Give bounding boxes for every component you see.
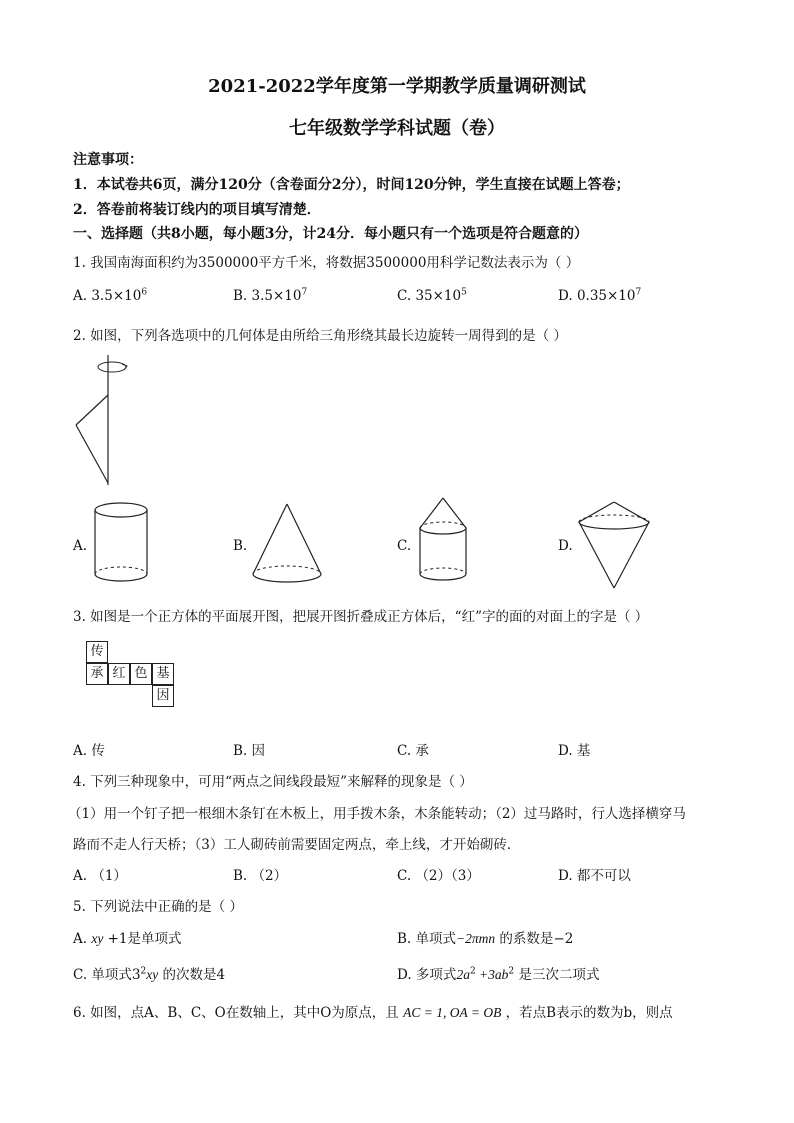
net-cell-se: 色 xyxy=(130,663,152,685)
net-cell-hong: 红 xyxy=(108,663,130,685)
notes-heading: 注意事项： xyxy=(73,152,143,168)
q3-option-b: B. 因 xyxy=(233,743,266,759)
q3-option-d: D. 基 xyxy=(558,743,591,759)
q5-option-d: D. 多项式$2a^2 +3ab^2$ 是三次二项式 xyxy=(397,966,600,983)
q4-option-d: D. 都不可以 xyxy=(558,868,631,884)
net-cell-yin: 因 xyxy=(152,685,174,707)
q1-option-a: A. $3.5\times 10^6$ xyxy=(73,287,148,304)
q1-stem: 1. 我国南海面积约为3500000平方千米，将数据3500000用科学记数法表示为（ ） xyxy=(73,255,580,271)
q5-option-b: B. 单项式−2πmn 的系数是−2 xyxy=(397,931,574,947)
net-cell-ji: 基 xyxy=(152,663,174,685)
section-heading: 一、选择题（共8小题，每小题3分，计24分．每小题只有一个选项是符合题意的） xyxy=(73,226,588,242)
q1-option-d: D. $0.35\times 10^7$ xyxy=(558,287,642,304)
q1-option-b: B. $3.5\times 10^7$ xyxy=(233,287,308,304)
q4-option-b: B. （2） xyxy=(233,868,288,884)
q5-stem: 5. 下列说法中正确的是（ ） xyxy=(73,899,243,915)
cylinder-shape xyxy=(92,500,152,585)
q2-option-b: B. xyxy=(233,538,248,554)
q3-option-c: C. 承 xyxy=(397,743,429,759)
q4-line-1: （1）用一个钉子把一根细木条钉在木板上，用手拨木条，木条能转动；（2）过马路时，行人选择横穿马 xyxy=(68,806,686,822)
note-1: 1．本试卷共6页，满分120分（含卷面分2分），时间120分钟，学生直接在试题上答卷； xyxy=(73,177,630,193)
q5-option-a: A. xy +1是单项式 xyxy=(73,931,182,947)
note-2: 2．答卷前将装订线内的项目填写清楚． xyxy=(73,202,321,218)
net-cell-cheng: 承 xyxy=(86,663,108,685)
net-cell-chuan: 传 xyxy=(86,641,108,663)
q4-stem: 4. 下列三种现象中，可用“两点之间线段最短”来解释的现象是（ ） xyxy=(73,774,473,790)
triangle-rotation-figure xyxy=(70,355,140,490)
double-cone-shape xyxy=(576,500,656,590)
q2-option-c: C. xyxy=(397,538,412,554)
exam-subtitle: 七年级数学学科试题（卷） xyxy=(289,118,505,139)
cone-on-cylinder-shape xyxy=(416,496,476,586)
q4-line-2: 路而不走人行天桥；（3）工人砌砖前需要固定两点，牵上线，才开始砌砖． xyxy=(73,837,521,853)
q2-stem: 2. 如图，下列各选项中的几何体是由所给三角形绕其最长边旋转一周得到的是（ ） xyxy=(73,328,567,344)
q4-option-a: A. （1） xyxy=(73,868,127,884)
q5-option-c: C. 单项式$3^2xy$ 的次数是4 xyxy=(73,966,226,983)
q4-option-c: C. （2）（3） xyxy=(397,868,480,884)
q3-stem: 3. 如图是一个正方体的平面展开图，把展开图折叠成正方体后，“红”字的面的对面上的字是（ ） xyxy=(73,609,649,625)
q1-option-c: C. $35\times 10^5$ xyxy=(397,287,467,304)
q6-stem: 6. 如图，点A、B、C、O在数轴上，其中O为原点，且 AC = 1, OA = OB ，若点B表示的数为b，则点 xyxy=(73,1005,673,1021)
q2-option-d: D. xyxy=(558,538,573,554)
cone-shape xyxy=(250,502,325,587)
q2-option-a: A. xyxy=(73,538,88,554)
exam-title: 2021-2022学年度第一学期教学质量调研测试 xyxy=(208,76,586,97)
q3-option-a: A. 传 xyxy=(73,743,105,759)
